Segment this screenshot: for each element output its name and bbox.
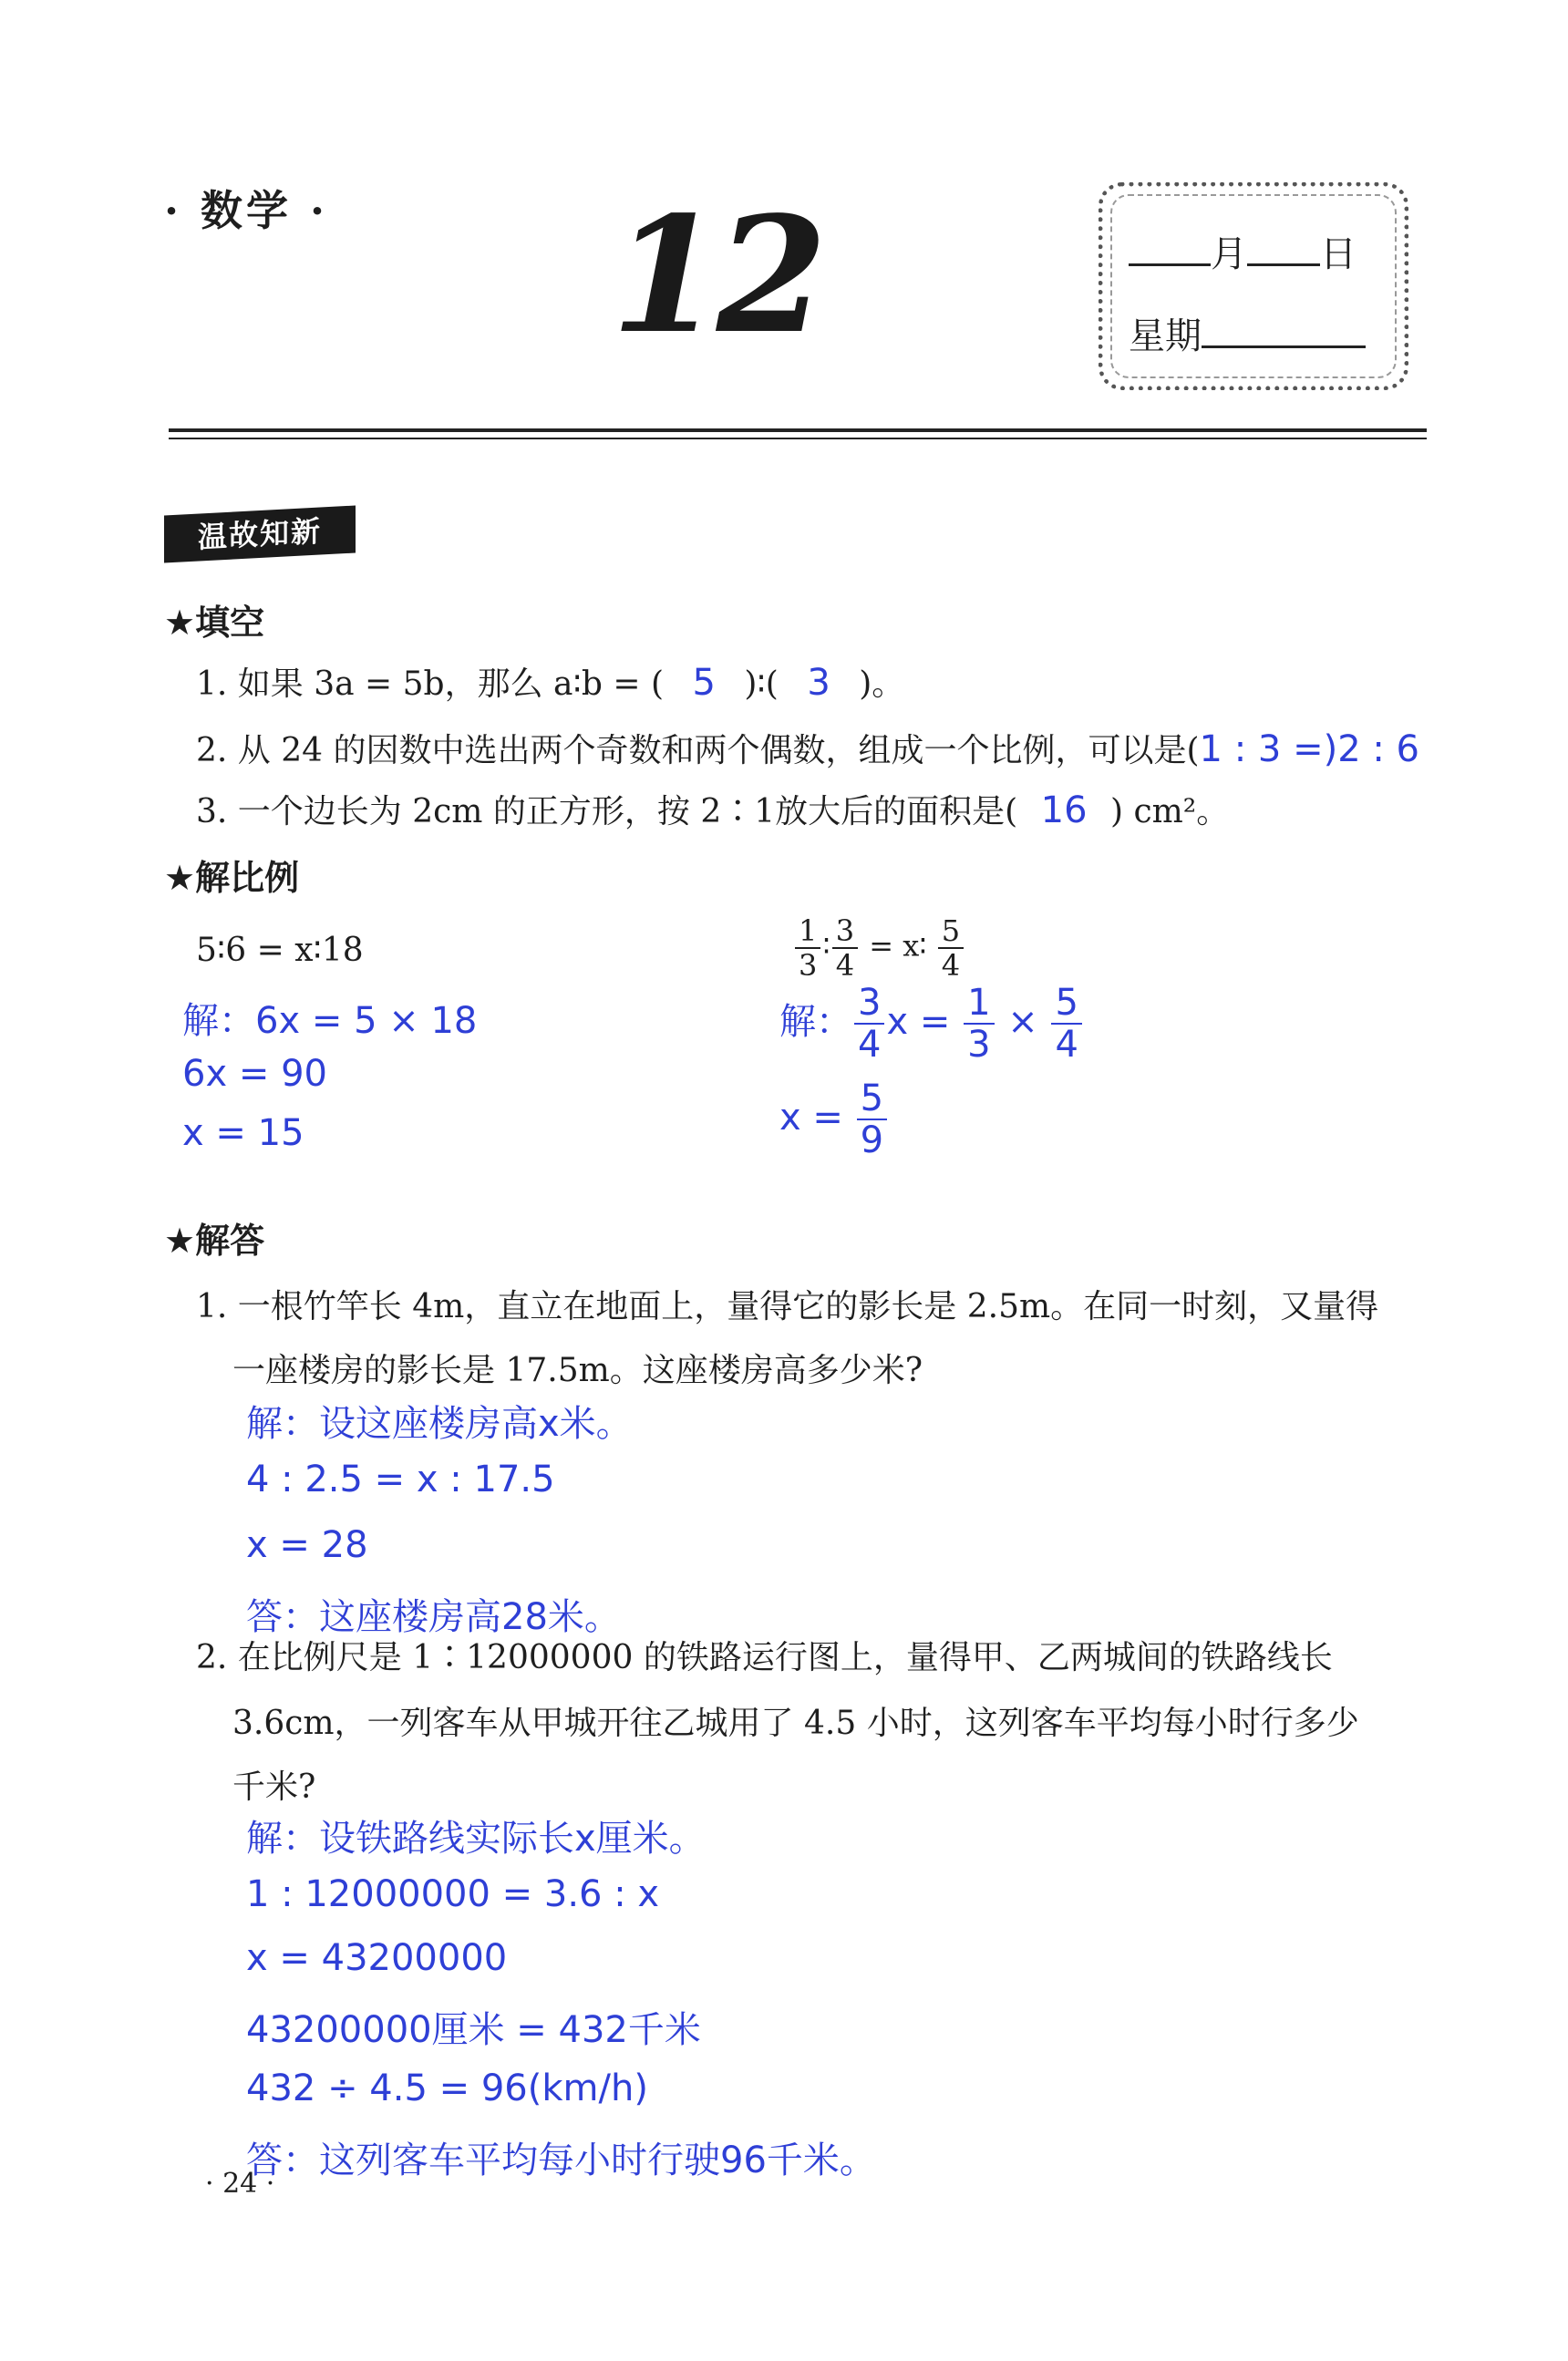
month-label: 月 [1211, 233, 1247, 275]
answer-p2-step-5: 432 ÷ 4.5 = 96(km/h) [246, 2067, 648, 2109]
frac-den: 4 [835, 948, 855, 983]
proportion-left-step-3: x = 15 [182, 1112, 304, 1154]
frac-den: 4 [1055, 1024, 1078, 1066]
answer-p2-step-6: 答：这列客车平均每小时行驶96千米。 [246, 2139, 876, 2181]
month-blank[interactable] [1129, 263, 1211, 266]
answer-p2-step-2: 1 : 12000000 = 3.6 : x [246, 1873, 660, 1915]
proportion-right-step-1 [779, 982, 1084, 1066]
header-rule-thick [169, 428, 1427, 432]
proportion-right-step-2 [779, 1077, 889, 1161]
day-label: 日 [1320, 233, 1357, 275]
fill-q3-answer: 16 [1040, 789, 1088, 831]
answer-p1-line-2: 一座楼房的影长是 17.5m。这座楼房高多少米? [232, 1352, 923, 1389]
frac-num: 3 [854, 985, 884, 1025]
answer-p2-line-2: 3.6cm，一列客车从甲城开往乙城用了 4.5 小时，这列客车平均每小时行多少 [232, 1705, 1359, 1742]
fill-q2-text: 2. 从 24 的因数中选出两个奇数和两个偶数，组成一个比例，可以是( [196, 732, 1200, 769]
lesson-number: 12 [611, 182, 822, 369]
answer-p2-line-3: 千米? [232, 1768, 316, 1806]
fill-q3 [196, 786, 1229, 832]
weekday-blank[interactable] [1202, 345, 1366, 348]
proportion-right-problem: $\frac{1}{3}$ ∶ $\frac{3}{4}$ = x∶ $\frac{5}{4}$ [793, 916, 965, 980]
frac-den: 4 [941, 948, 961, 983]
section-banner: 温故知新 [164, 505, 356, 562]
frac-num: 5 [1051, 985, 1081, 1025]
fill-q3-text: 3. 一个边长为 2cm 的正方形，按 2∶1放大后的面积是( [196, 793, 1018, 830]
times-sign: × [1007, 1001, 1038, 1043]
frac-den: 4 [858, 1024, 882, 1066]
answer-p2-step-1: 解：设铁路线实际长x厘米。 [246, 1818, 706, 1860]
subject-label: · 数学 · [164, 186, 329, 235]
answer-p1-step-4: 答：这座楼房高28米。 [246, 1596, 621, 1638]
weekday-line [1129, 307, 1366, 359]
frac-num: 1 [795, 916, 820, 949]
answer-p1-step-3: x = 28 [246, 1524, 368, 1566]
frac-den: 9 [860, 1119, 884, 1161]
frac-den: 3 [967, 1024, 991, 1066]
fill-q1-end: )。 [859, 665, 905, 703]
fill-q1-answer-1: 5 [692, 662, 716, 704]
fill-q1-mid: )∶( [744, 665, 779, 703]
answer-p1-line-1: 1. 一根竹竿长 4m，直立在地面上，量得它的影长是 2.5m。在同一时刻，又量得 [196, 1288, 1379, 1325]
answer-title: ★解答 [164, 1221, 265, 1261]
fill-q3-end: ) cm²。 [1110, 793, 1230, 830]
frac-num: 5 [938, 916, 964, 949]
frac-num: 3 [832, 916, 858, 949]
day-blank[interactable] [1247, 263, 1320, 266]
answer-p1-step-2: 4 : 2.5 = x : 17.5 [246, 1459, 555, 1500]
proportion-left-step-1: 解：6x = 5 × 18 [182, 1000, 478, 1042]
frac-den: 3 [799, 948, 818, 983]
answer-p2-step-3: x = 43200000 [246, 1937, 508, 1979]
proportion-right-mid: = x∶ [869, 928, 927, 964]
date-box [1099, 182, 1408, 390]
date-line [1129, 225, 1357, 277]
proportion-left-problem: 5∶6 = x∶18 [196, 932, 364, 969]
answer-p1-step-1: 解：设这座楼房高x米。 [246, 1403, 633, 1445]
fill-q2-answer: 1 : 3 =)2 : 6 [1199, 728, 1419, 770]
step-prefix: 解： [779, 1001, 852, 1043]
answer-p2-step-4: 43200000厘米 = 432千米 [246, 2009, 701, 2051]
proportion-title: ★解比例 [164, 858, 300, 898]
proportion-left-step-2: 6x = 90 [182, 1053, 327, 1095]
fill-q1-text: 1. 如果 3a = 5b，那么 a∶b = ( [196, 665, 665, 703]
frac-num: 1 [964, 985, 994, 1025]
header-rule-thin [169, 438, 1427, 439]
frac-num: 5 [857, 1080, 887, 1120]
step-prefix: x = [779, 1097, 843, 1139]
fill-q2 [196, 725, 1419, 771]
weekday-label: 星期 [1129, 315, 1202, 357]
step-mid: x = [886, 1001, 951, 1043]
fill-q1 [196, 658, 904, 705]
fill-blank-title: ★填空 [164, 603, 265, 643]
fill-q1-answer-2: 3 [807, 662, 830, 704]
page-number: · 24 · [205, 2168, 275, 2200]
answer-p2-line-1: 2. 在比例尺是 1∶12000000 的铁路运行图上，量得甲、乙两城间的铁路线长 [196, 1639, 1333, 1676]
